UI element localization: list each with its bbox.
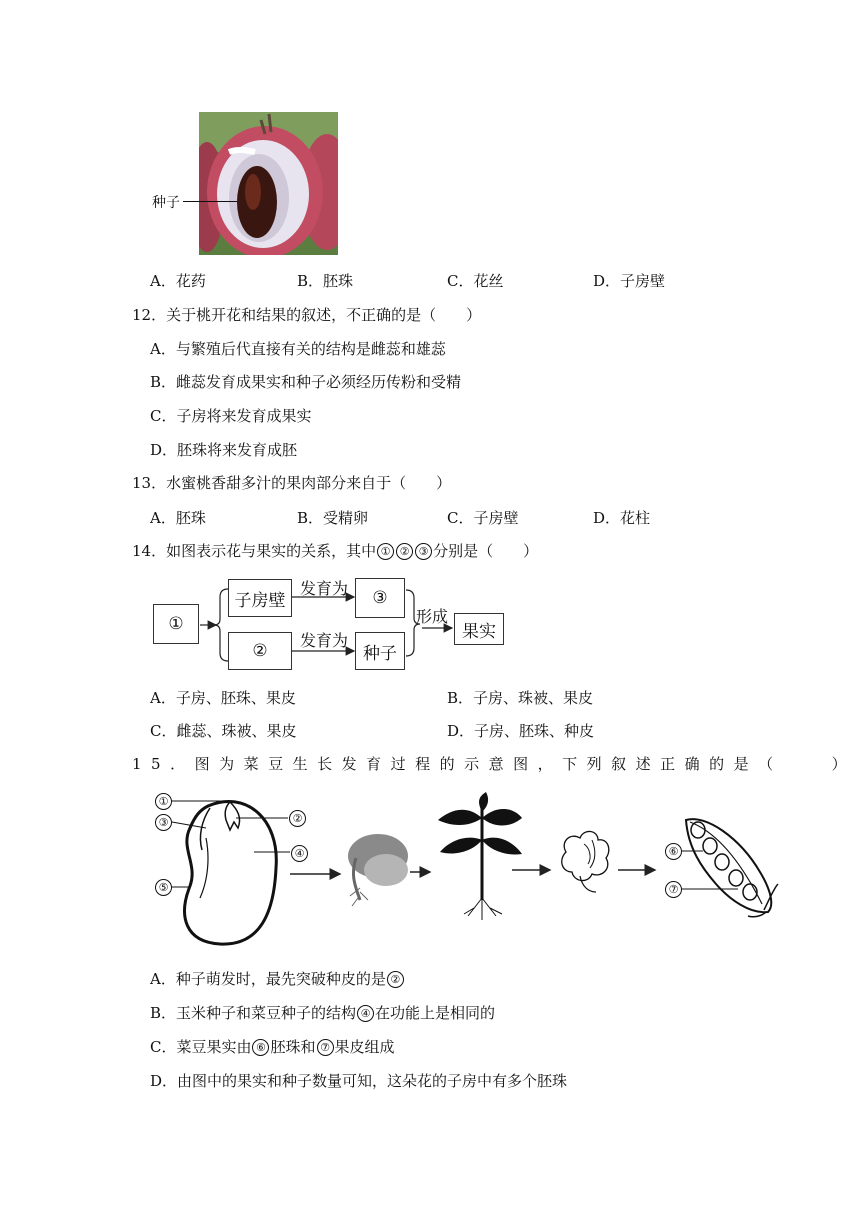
q13-stem: 13．水蜜桃香甜多汁的果肉部分来自于（ ） [132, 474, 452, 492]
q15-option-c[interactable] [150, 1036, 395, 1057]
q15-option-b-mark: ④ [357, 1005, 374, 1022]
develop-label-top: 发育为 [300, 579, 349, 598]
q14-stem-suffix: 分别是（ ） [433, 542, 539, 560]
figure-mark-4: ④ [291, 845, 308, 862]
q14-option-d[interactable]: D．子房、胚珠、种皮 [447, 722, 595, 740]
q14-stem-mark-2: ② [396, 543, 413, 560]
q14-stem-prefix: 14．如图表示花与果实的关系，其中 [132, 542, 377, 560]
figure-mark-3: ③ [155, 814, 172, 831]
figure-mark-6: ⑥ [665, 843, 682, 860]
q14-option-b[interactable]: B．子房、珠被、果皮 [447, 689, 594, 707]
q15-option-c-text: C．菜豆果实由 [150, 1038, 252, 1056]
part-3-box: ③ [355, 578, 405, 618]
q12-stem: 12．关于桃开花和结果的叙述，不正确的是（ ） [132, 306, 482, 324]
q11-option-c[interactable]: C．花丝 [447, 272, 504, 290]
q15-option-b-text: B．玉米种子和菜豆种子的结构 [150, 1004, 357, 1022]
q15-option-a-mark: ② [387, 971, 404, 988]
q14-option-a[interactable]: A．子房、胚珠、果皮 [150, 689, 296, 707]
seed-label: 种子 [152, 195, 180, 211]
q15-option-a-text: A．种子萌发时，最先突破种皮的是 [150, 970, 386, 988]
q12-option-c[interactable]: C．子房将来发育成果实 [150, 407, 312, 425]
q14-stem [132, 540, 538, 561]
q11-option-d[interactable]: D．子房壁 [593, 272, 666, 290]
ovary-wall-box: 子房壁 [228, 579, 292, 617]
figure-mark-1: ① [155, 793, 172, 810]
q12-option-d[interactable]: D．胚珠将来发育成胚 [150, 441, 298, 459]
q15-option-c-mid: 胚珠和 [270, 1038, 316, 1056]
q15-stem: 15．图为菜豆生长发育过程的示意图，下列叙述正确的是（ ） [132, 755, 857, 773]
q13-option-c[interactable]: C．子房壁 [447, 509, 519, 527]
q15-option-b[interactable] [150, 1002, 495, 1023]
q15-option-c-mark: ⑥ [252, 1039, 269, 1056]
q14-stem-mark-1: ① [377, 543, 394, 560]
figure-mark-5: ⑤ [155, 879, 172, 896]
figure-mark-7: ⑦ [665, 881, 682, 898]
fruit-box: 果实 [454, 613, 504, 645]
q14-diagram [150, 570, 510, 675]
part-2-box: ② [228, 632, 292, 670]
q12-option-b[interactable]: B．雌蕊发育成果实和种子必须经历传粉和受精 [150, 373, 462, 391]
q11-option-a[interactable]: A．花药 [150, 272, 206, 290]
q14-option-c[interactable]: C．雌蕊、珠被、果皮 [150, 722, 297, 740]
flower-part-1-box: ① [153, 604, 199, 644]
q15-option-b-suffix: 在功能上是相同的 [375, 1004, 496, 1022]
develop-label-bottom: 发育为 [300, 631, 349, 650]
q15-option-d-text: D．由图中的果实和种子数量可知，这朵花的子房中有多个胚珠 [150, 1072, 568, 1090]
q12-option-a[interactable]: A．与繁殖后代直接有关的结构是雌蕊和雄蕊 [150, 340, 446, 358]
seed-box: 种子 [355, 632, 405, 670]
form-label: 形成 [416, 607, 449, 626]
bean-growth-figure [150, 788, 790, 950]
q15-option-c-mark2: ⑦ [317, 1039, 334, 1056]
q14-stem-mark-3: ③ [415, 543, 432, 560]
q15-option-c-suffix: 果皮组成 [334, 1038, 395, 1056]
q13-option-b[interactable]: B．受精卵 [297, 509, 369, 527]
q13-option-d[interactable]: D．花柱 [593, 509, 651, 527]
q15-option-d[interactable] [150, 1070, 567, 1091]
q13-option-a[interactable]: A．胚珠 [150, 509, 206, 527]
q11-option-b[interactable]: B．胚珠 [297, 272, 354, 290]
lychee-photo [199, 112, 338, 255]
q15-option-a[interactable] [150, 968, 405, 989]
seed-label-leader [183, 201, 237, 202]
figure-mark-2: ② [289, 810, 306, 827]
